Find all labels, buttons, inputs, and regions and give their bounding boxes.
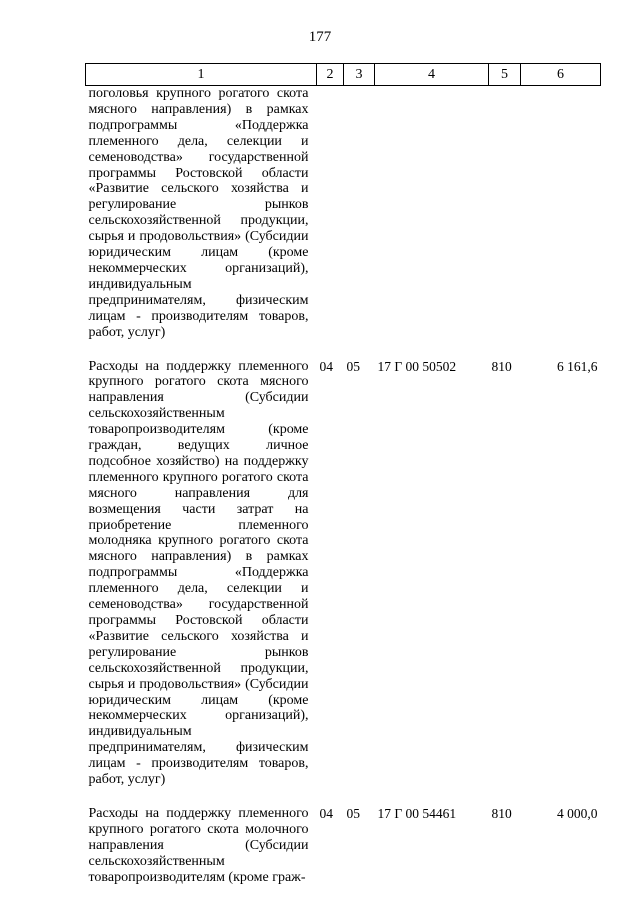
- subsection-code: 05: [346, 358, 360, 374]
- column-header: 6: [521, 64, 601, 86]
- table-row: [86, 341, 601, 788]
- page-number: 177: [308, 29, 332, 45]
- section-code: 04: [319, 358, 333, 374]
- section-code: [317, 86, 344, 341]
- target-article-code: 17 Г 00 50502: [377, 358, 457, 374]
- target-article-code: [375, 86, 489, 341]
- target-article-code: 17 Г 00 54461: [377, 805, 457, 821]
- amount: 6 161,6: [557, 358, 598, 374]
- column-header: 5: [489, 64, 521, 86]
- column-header: 4: [375, 64, 489, 86]
- amount: [521, 86, 601, 341]
- expense-type-code: [489, 86, 521, 341]
- expense-description: Расходы на поддержку племенного крупного рогатого скота мясного направления (Субсидии сельскохозяйственным товаропроизводителям (кроме граждан, ведущих личное подсобное хозяйство) на поддержку племенного крупного рогатого скота мясного направления для возмещения части затрат на приобретение племенного молодняка крупного рогатого скота мясного направления) в рамках подпрограммы «Поддержка племенного дела, селекции и семеноводства» государственной программы Ростовской области «Развитие сельского хозяйства и регулирование рынков сельскохозяйственной продукции, сырья и продовольствия» (Субсидии юридическим лицам (кроме некоммерческих организаций), индивидуальным предпринимателям, физическим лицам - производителям товаров, работ, услуг): [88, 358, 309, 788]
- table-header-row: [86, 64, 601, 86]
- expense-description: поголовья крупного рогатого скота мясного направления) в рамках подпрограммы «Поддержка племенного дела, селекции и семеноводства» государственной программы Ростовской области «Развитие сельского хозяйства и регулирование рынков сельскохозяйственной продукции, сырья и продовольствия» (Субсидии юридическим лицам (кроме некоммерческих организаций), индивидуальным предпринимателям, физическим лицам - производителям товаров, работ, услуг): [88, 86, 309, 340]
- budget-table: [85, 63, 601, 886]
- column-header: 3: [344, 64, 375, 86]
- column-header: 1: [86, 64, 317, 86]
- table-row: [86, 788, 601, 886]
- subsection-code: 05: [346, 805, 360, 821]
- subsection-code: [344, 86, 375, 341]
- expense-description: Расходы на поддержку племенного крупного рогатого скота молочного направления (Субсидии сельскохозяйственным товаропроизводителям (кроме граж-: [88, 805, 309, 885]
- table-row: [86, 86, 601, 341]
- column-header: 2: [317, 64, 344, 86]
- expense-type-code: 810: [491, 805, 512, 821]
- amount: 4 000,0: [557, 805, 598, 821]
- expense-type-code: 810: [491, 358, 512, 374]
- section-code: 04: [319, 805, 333, 821]
